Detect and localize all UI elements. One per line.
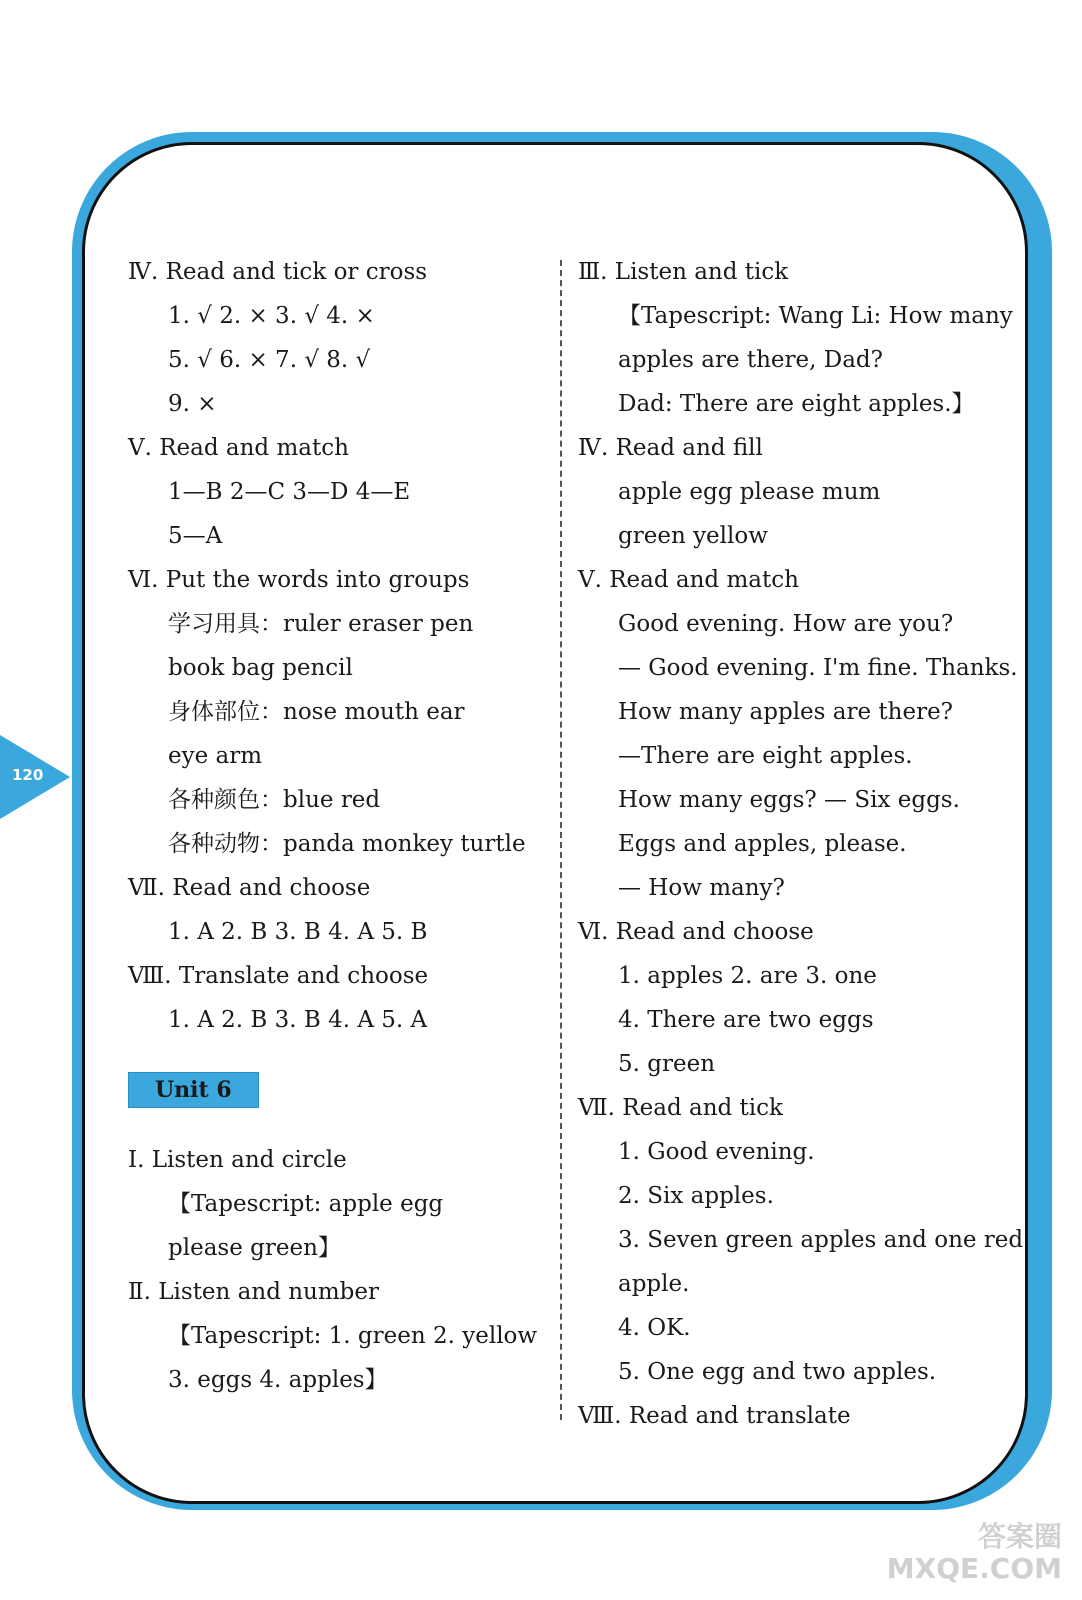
answer-line: Good evening. How are you?: [618, 611, 954, 637]
answer-line: 5. green: [618, 1051, 716, 1077]
answer-line: How many eggs? — Six eggs.: [618, 787, 960, 813]
section-heading: Ⅲ. Listen and tick: [578, 259, 789, 285]
answer-line: apple.: [618, 1271, 690, 1297]
answer-line: 5—A: [168, 523, 223, 549]
section-heading: Ⅷ. Read and translate: [578, 1403, 851, 1429]
answer-line: 【Tapescript: Wang Li: How many: [618, 303, 1013, 329]
section-heading: Ⅷ. Translate and choose: [128, 963, 429, 989]
section-heading: Ⅵ. Read and choose: [578, 919, 814, 945]
answer-line: 1. √ 2. × 3. √ 4. ×: [168, 303, 375, 329]
right-column: [578, 250, 1024, 1438]
watermark: [887, 1521, 1062, 1585]
answer-line: apples are there, Dad?: [618, 347, 883, 373]
answer-line: apple egg please mum: [618, 479, 881, 505]
answer-line: 9. ×: [168, 391, 217, 417]
answer-line: — Good evening. I'm fine. Thanks.: [618, 655, 1018, 681]
unit-badge: Unit 6: [128, 1072, 259, 1108]
answer-line: green yellow: [618, 523, 768, 549]
answer-line: 1. A 2. B 3. B 4. A 5. A: [168, 1007, 428, 1033]
section-heading: Ⅴ. Read and match: [578, 567, 799, 593]
answer-line: 2. Six apples.: [618, 1183, 774, 1209]
section-heading: Ⅴ. Read and match: [128, 435, 349, 461]
answer-line: 【Tapescript: 1. green 2. yellow: [168, 1323, 538, 1349]
watermark-line2: MXQE.COM: [886, 1552, 1062, 1585]
section-heading: Ⅵ. Put the words into groups: [128, 567, 470, 593]
section-heading: Ⅱ. Listen and number: [128, 1279, 379, 1305]
watermark-line1: 答案圈: [977, 1520, 1062, 1553]
left-column: [128, 250, 548, 1402]
section-heading: Ⅶ. Read and choose: [128, 875, 371, 901]
column-divider: [560, 260, 562, 1420]
answer-line: 身体部位：nose mouth ear: [168, 699, 465, 725]
answer-line: 5. √ 6. × 7. √ 8. √: [168, 347, 371, 373]
answer-line: 1—B 2—C 3—D 4—E: [168, 479, 411, 505]
answer-line: 学习用具：ruler eraser pen: [168, 611, 474, 637]
answer-line: 4. There are two eggs: [618, 1007, 874, 1033]
answer-line: How many apples are there?: [618, 699, 954, 725]
section-heading: Ⅳ. Read and fill: [578, 435, 763, 461]
page-number: 120: [12, 766, 44, 784]
answer-line: Dad: There are eight apples.】: [618, 391, 975, 417]
answer-line: Eggs and apples, please.: [618, 831, 907, 857]
answer-line: 3. Seven green apples and one red: [618, 1227, 1024, 1253]
answer-line: please green】: [168, 1235, 341, 1261]
answer-line: 4. OK.: [618, 1315, 691, 1341]
section-heading: Ⅳ. Read and tick or cross: [128, 259, 428, 285]
answer-line: 各种颜色：blue red: [168, 787, 381, 813]
section-heading: Ⅰ. Listen and circle: [128, 1147, 347, 1173]
answer-line: 各种动物：panda monkey turtle: [168, 831, 526, 857]
answer-line: 3. eggs 4. apples】: [168, 1367, 388, 1393]
answer-line: 5. One egg and two apples.: [618, 1359, 937, 1385]
answer-line: 1. apples 2. are 3. one: [618, 963, 877, 989]
answer-line: eye arm: [168, 743, 263, 769]
section-heading: Ⅶ. Read and tick: [578, 1095, 783, 1121]
answer-line: —There are eight apples.: [618, 743, 913, 769]
answer-line: 1. A 2. B 3. B 4. A 5. B: [168, 919, 428, 945]
answer-line: 【Tapescript: apple egg: [168, 1191, 444, 1217]
answer-line: 1. Good evening.: [618, 1139, 815, 1165]
answer-line: — How many?: [618, 875, 785, 901]
answer-line: book bag pencil: [168, 655, 353, 681]
